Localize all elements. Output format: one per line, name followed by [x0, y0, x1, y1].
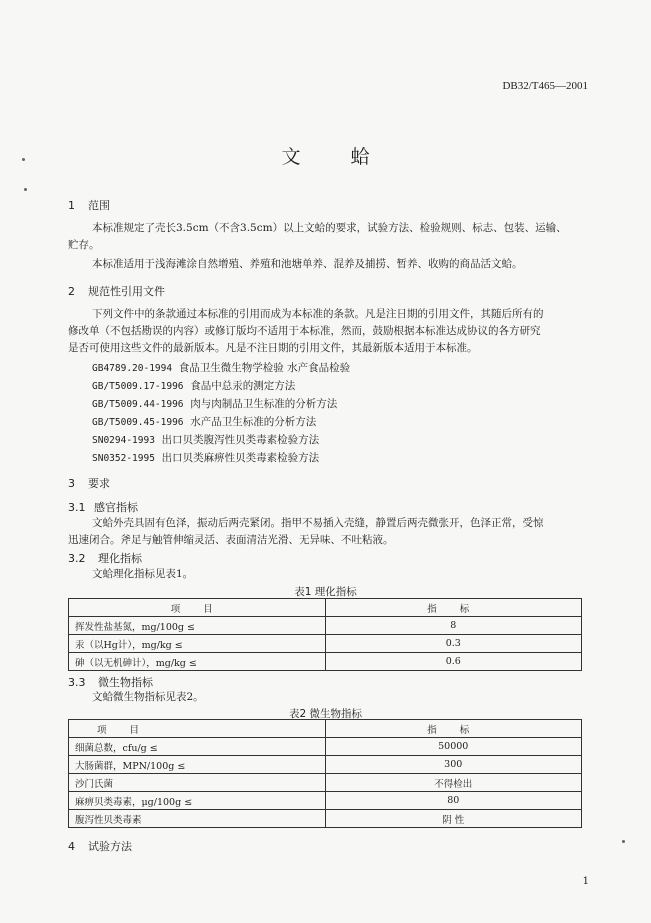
section-title: 微生物指标: [98, 676, 153, 689]
table-cell-item: 大肠菌群，MPN/100g ≤: [69, 756, 326, 774]
section-title: 试验方法: [88, 840, 132, 853]
table-cell-value: 阴 性: [325, 810, 582, 828]
reference-name: 食品卫生微生物学检验 水产食品检验: [178, 362, 351, 374]
section-1-paragraph-line: 贮存。: [68, 239, 100, 251]
section-2-paragraph-line: 是否可使用这些文件的最新版本。凡是不注日期的引用文件，其最新版本适用于本标准。: [68, 342, 478, 354]
section-number: 4: [68, 840, 75, 853]
reference-item: [92, 414, 316, 429]
table-cell-item: 沙门氏菌: [69, 774, 326, 792]
table-cell-value: 0.6: [325, 653, 582, 671]
section-3-1-heading: [68, 499, 138, 515]
reference-code: GB/T5009.17-1996: [92, 381, 184, 392]
section-title: 要求: [88, 477, 110, 490]
reference-item: [92, 450, 319, 465]
table-cell-value: 80: [325, 792, 582, 810]
section-number: 3: [68, 477, 75, 490]
section-number: 3.1: [68, 501, 86, 514]
section-number: 2: [68, 285, 75, 298]
scan-speck: [22, 158, 25, 161]
table-row: [69, 792, 582, 810]
section-2-heading: [68, 283, 165, 299]
table-1-caption: 表1 理化指标: [294, 586, 357, 598]
section-3-1-paragraph-line: 文蛤外壳具固有色泽，振动后两壳紧闭。指甲不易插入壳缝，静置后两壳微张开，色泽正常，受惊: [92, 517, 544, 529]
section-2-paragraph-line: 修改单（不包括勘误的内容）或修订版均不适用于本标准，然而，鼓励根据本标准达成协议的各方研究: [68, 325, 541, 337]
reference-item: [92, 378, 295, 393]
table-cell-item: 砷（以无机砷计），mg/kg ≤: [69, 653, 326, 671]
table-cell-item: 汞（以Hg计），mg/kg ≤: [69, 635, 326, 653]
column-header-value: 指 标: [325, 599, 582, 617]
reference-name: 水产品卫生标准的分析方法: [190, 416, 317, 428]
table-2-caption: 表2 微生物指标: [288, 708, 363, 720]
table-row: [69, 635, 582, 653]
column-header-value: 指 标: [325, 720, 582, 738]
reference-name: 出口贝类腹泻性贝类毒素检验方法: [161, 434, 320, 446]
table-1: [68, 598, 582, 671]
table-row: [69, 738, 582, 756]
section-3-2-heading: [68, 550, 142, 566]
section-title: 范围: [88, 199, 110, 212]
document-code: DB32/T465—2001: [502, 80, 588, 92]
table-cell-value: 不得检出: [325, 774, 582, 792]
table-header-row: [69, 599, 582, 617]
table-2: [68, 719, 582, 828]
section-4-heading: [68, 838, 132, 854]
table-cell-item: 腹泻性贝类毒素: [69, 810, 326, 828]
reference-name: 肉与肉制品卫生标准的分析方法: [190, 398, 338, 410]
reference-item: [92, 360, 350, 375]
table-row: [69, 617, 582, 635]
section-2-paragraph-line: 下列文件中的条款通过本标准的引用而成为本标准的条款。凡是注日期的引用文件，其随后所有的: [92, 308, 544, 320]
section-1-heading: [68, 197, 110, 213]
reference-code: GB/T5009.44-1996: [92, 399, 184, 410]
reference-code: SN0294-1993: [92, 435, 155, 446]
scan-speck: [622, 840, 625, 843]
reference-item: [92, 396, 337, 411]
reference-code: GB4789.20-1994: [92, 363, 173, 374]
reference-name: 出口贝类麻痹性贝类毒素检验方法: [161, 452, 320, 464]
table-cell-value: 0.3: [325, 635, 582, 653]
page-number: 1: [582, 876, 589, 887]
reference-code: GB/T5009.45-1996: [92, 417, 184, 428]
section-3-heading: [68, 475, 110, 491]
reference-name: 食品中总汞的测定方法: [190, 380, 296, 392]
section-title: 理化指标: [98, 552, 142, 565]
table-cell-item: 麻痹贝类毒素，μg/100g ≤: [69, 792, 326, 810]
reference-code: SN0352-1995: [92, 453, 155, 464]
document-title: 文 蛤: [281, 146, 392, 168]
table-cell-value: 8: [325, 617, 582, 635]
table-row: [69, 653, 582, 671]
column-header-item: 项 目: [69, 720, 326, 738]
section-3-2-intro: 文蛤理化指标见表1。: [92, 568, 194, 580]
scan-speck: [24, 188, 27, 191]
section-1-paragraph-line: 本标准规定了壳长3.5cm（不含3.5cm）以上文蛤的要求，试验方法、检验规则、标志、包装、运输、: [92, 222, 567, 234]
table-row: [69, 774, 582, 792]
section-title: 感官指标: [94, 501, 138, 514]
section-3-3-intro: 文蛤微生物指标见表2。: [92, 691, 204, 703]
section-title: 规范性引用文件: [88, 285, 165, 298]
table-header-row: [69, 720, 582, 738]
table-row: [69, 810, 582, 828]
section-1-paragraph-2: 本标准适用于浅海滩涂自然增殖、养殖和池塘单养、混养及捕捞、暂养、收购的商品活文蛤。: [92, 258, 523, 270]
section-number: 1: [68, 199, 75, 212]
column-header-item: 项 目: [69, 599, 326, 617]
section-number: 3.2: [68, 552, 86, 565]
table-cell-value: 300: [325, 756, 582, 774]
table-row: [69, 756, 582, 774]
section-3-3-heading: [68, 674, 153, 690]
reference-item: [92, 432, 319, 447]
table-cell-item: 挥发性盐基氮，mg/100g ≤: [69, 617, 326, 635]
section-number: 3.3: [68, 676, 86, 689]
table-cell-value: 50000: [325, 738, 582, 756]
section-3-1-paragraph-line: 迅速闭合。斧足与触管伸缩灵活、表面清洁光滑、无异味、不吐粘液。: [68, 534, 394, 546]
table-cell-item: 细菌总数，cfu/g ≤: [69, 738, 326, 756]
